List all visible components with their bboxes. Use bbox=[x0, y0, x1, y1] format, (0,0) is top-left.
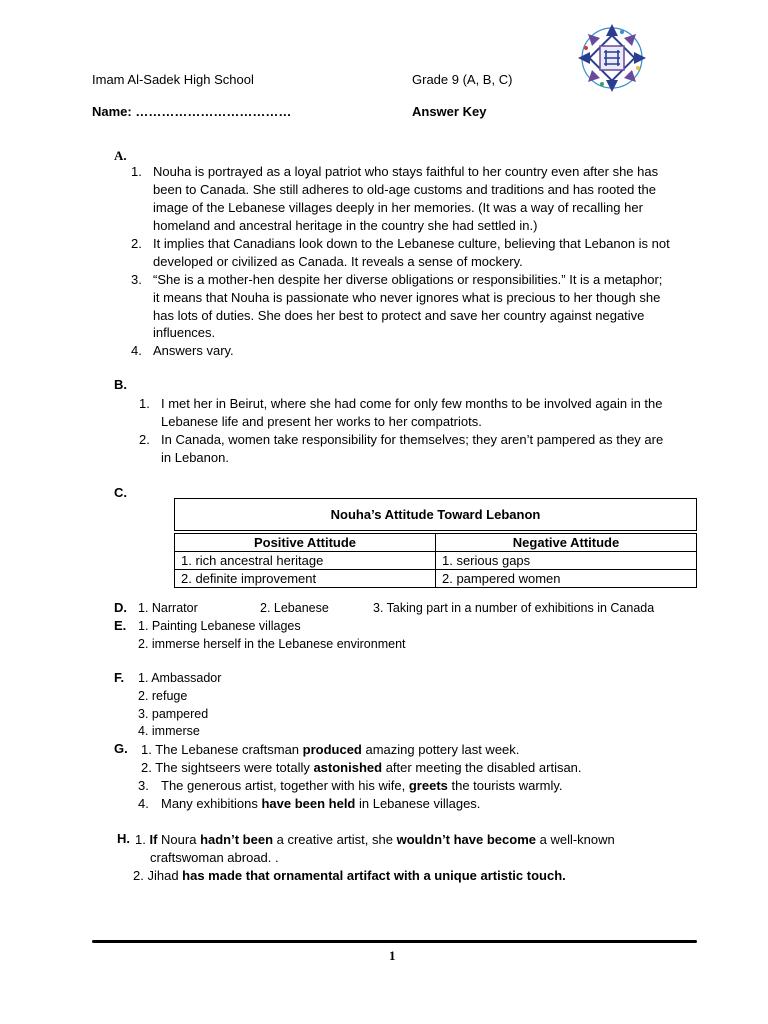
section-a-line: It implies that Canadians look down to the Lebanese culture, believing that Lebanon is not bbox=[153, 236, 670, 251]
table-row bbox=[175, 570, 697, 588]
section-a-line: influences. bbox=[153, 325, 216, 340]
section-a-item-num: 1. bbox=[131, 164, 142, 179]
section-a-line: image of the Lebanese villages deeply in her memories. (It was a way of recalling her bbox=[153, 200, 643, 215]
section-d-label: D. bbox=[114, 600, 127, 615]
section-a-line: been to Canada. She still adheres to old-age customs and traditions and has rooted the bbox=[153, 182, 656, 197]
section-f-answer: 2. refuge bbox=[138, 689, 188, 703]
name-field-label: Name: ……………………………… bbox=[92, 104, 292, 119]
section-d-answer: 3. Taking part in a number of exhibitions in Canada bbox=[373, 601, 655, 615]
section-d-answer: 2. Lebanese bbox=[260, 601, 329, 615]
section-a-item-num: 3. bbox=[131, 272, 142, 287]
section-b-item-num: 2. bbox=[139, 432, 150, 447]
section-d-answer: 1. Narrator bbox=[138, 601, 198, 615]
section-f-label: F. bbox=[114, 670, 125, 685]
section-g-sentence-3: The generous artist, together with his wife, greets the tourists warmly. bbox=[161, 778, 563, 793]
section-g-item-num: 4. bbox=[138, 796, 149, 811]
section-h-sentence-1: 1. If Noura hadn’t been a creative artist, she wouldn’t have become a well-known bbox=[135, 832, 615, 847]
section-a-item-num: 2. bbox=[131, 236, 142, 251]
table-header-row bbox=[175, 534, 697, 552]
section-h-sentence-1-cont: craftswoman abroad. . bbox=[150, 850, 279, 865]
section-a-line: Answers vary. bbox=[153, 343, 234, 358]
school-emblem-icon bbox=[576, 22, 648, 94]
section-a-item-num: 4. bbox=[131, 343, 142, 358]
section-g-item-num: 3. bbox=[138, 778, 149, 793]
section-c-label: C. bbox=[114, 485, 127, 500]
table-cell: 1. serious gaps bbox=[436, 552, 697, 570]
column-header-negative: Negative Attitude bbox=[436, 534, 697, 552]
section-g-label: G. bbox=[114, 741, 128, 756]
section-f-answer: 1. Ambassador bbox=[138, 671, 222, 685]
section-h-label: H. bbox=[117, 831, 130, 846]
section-b-label: B. bbox=[114, 377, 127, 392]
section-g-sentence-1: 1. The Lebanese craftsman produced amazing pottery last week. bbox=[141, 742, 520, 757]
grade-label: Grade 9 (A, B, C) bbox=[412, 72, 513, 87]
section-f-answer: 3. pampered bbox=[138, 707, 209, 721]
section-e-label: E. bbox=[114, 618, 127, 633]
section-b-line: In Canada, women take responsibility for themselves; they aren’t pampered as they are bbox=[161, 432, 664, 447]
table-cell: 2. pampered women bbox=[436, 570, 697, 588]
section-e-answer: 2. immerse herself in the Lebanese environment bbox=[138, 637, 406, 651]
page-number: 1 bbox=[389, 948, 396, 963]
school-name: Imam Al-Sadek High School bbox=[92, 72, 254, 87]
section-a-line: homeland and ancestral heritage in the country she had settled in.) bbox=[153, 218, 538, 233]
section-a-line: developed or civilized as Canada. It reveals a sense of mockery. bbox=[153, 254, 523, 269]
section-a-line: Nouha is portrayed as a loyal patriot who stays faithful to her country even after she has bbox=[153, 164, 659, 179]
table-row bbox=[175, 552, 697, 570]
section-a-line: it means that Nouha is passionate who never ignores what is precious to her though she bbox=[153, 290, 661, 305]
section-f-answer: 4. immerse bbox=[138, 724, 200, 738]
section-h-sentence-2: 2. Jihad has made that ornamental artifact with a unique artistic touch. bbox=[133, 868, 566, 883]
column-header-positive: Positive Attitude bbox=[175, 534, 436, 552]
footer-divider bbox=[92, 940, 697, 943]
section-b-line: I met her in Beirut, where she had come for only few months to be involved again in the bbox=[161, 396, 663, 411]
answer-key-label: Answer Key bbox=[412, 104, 487, 119]
section-a-label: A. bbox=[114, 148, 127, 163]
section-b-item-num: 1. bbox=[139, 396, 150, 411]
section-g-sentence-4: Many exhibitions have been held in Lebanese villages. bbox=[161, 796, 481, 811]
attitude-table bbox=[174, 533, 697, 588]
table-cell: 1. rich ancestral heritage bbox=[175, 552, 436, 570]
section-a-line: “She is a mother-hen despite her diverse obligations or responsibilities.” It is a metaphor; bbox=[153, 272, 663, 287]
section-a-line: has lots of duties. She does her best to protect and save her country against negative bbox=[153, 308, 645, 323]
table-title: Nouha’s Attitude Toward Lebanon bbox=[174, 498, 697, 531]
section-e-answer: 1. Painting Lebanese villages bbox=[138, 619, 301, 633]
section-b-line: Lebanese life and present her works to her compatriots. bbox=[161, 414, 482, 429]
section-g-sentence-2: 2. The sightseers were totally astonished after meeting the disabled artisan. bbox=[141, 760, 582, 775]
section-b-line: in Lebanon. bbox=[161, 450, 229, 465]
table-cell: 2. definite improvement bbox=[175, 570, 436, 588]
